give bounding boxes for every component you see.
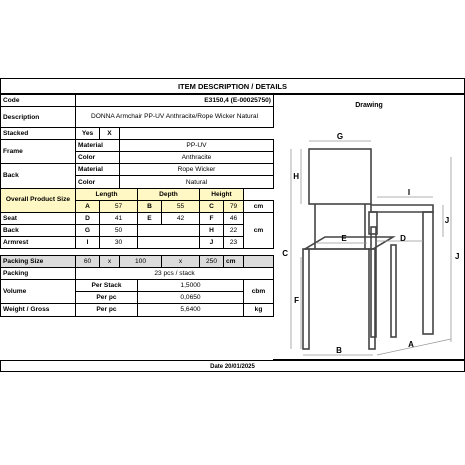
volume-unit: cbm [244, 280, 274, 304]
dim-a-value: 57 [100, 200, 138, 212]
dim-b-value: 55 [162, 200, 200, 212]
dim-d-letter: D [76, 212, 100, 224]
dim-f-letter: F [200, 212, 224, 224]
volume-per-pc-label: Per pc [76, 292, 138, 304]
overall-unit: cm [244, 200, 274, 212]
dim-c-value: 79 [224, 200, 244, 212]
packing-size-x1: x [100, 256, 120, 268]
spec-table [0, 94, 274, 317]
dim-e-letter: E [138, 212, 162, 224]
dim-e-value: 42 [162, 212, 200, 224]
dim-b-letter: B [138, 200, 162, 212]
dim-g-letter: G [76, 224, 100, 236]
packing-label: Packing [1, 268, 76, 280]
packing-size-x2: x [162, 256, 200, 268]
height-header: Height [200, 188, 244, 200]
stacked-label: Stacked [1, 128, 76, 140]
packing-size-v1: 60 [76, 256, 100, 268]
back-dims-row [1, 224, 274, 236]
seat-row [1, 212, 274, 224]
label-G: G [336, 132, 344, 141]
stacked-row [1, 128, 274, 140]
chair-outline [303, 149, 433, 349]
packing-value: 23 pcs / stack [76, 268, 274, 280]
label-C: C [282, 249, 288, 258]
armrest-row [1, 236, 274, 248]
volume-per-stack-label: Per Stack [76, 280, 138, 292]
frame-color-label: Color [76, 152, 120, 164]
back-dims-label: Back [1, 224, 76, 236]
back-material-value: Rope Wicker [120, 164, 274, 176]
weight-label: Weight / Gross [1, 304, 76, 316]
dim-j-value: 23 [224, 236, 244, 248]
frame-material-value: PP-UV [120, 140, 274, 152]
stacked-empty [120, 128, 274, 140]
dim-c-letter: C [200, 200, 224, 212]
back-material-row [1, 164, 274, 176]
overall-label: Overall Product Size [1, 188, 76, 212]
dim-h-value: 22 [224, 224, 244, 236]
description-value: DONNA Armchair PP-UV Anthracite/Rope Wicker Natural [76, 107, 274, 128]
code-row [1, 95, 274, 107]
dim-f-value: 46 [224, 212, 244, 224]
frame-material-label: Material [76, 140, 120, 152]
stacked-mark: X [100, 128, 120, 140]
packing-size-label: Packing Size [1, 256, 76, 268]
volume-stack-row [1, 280, 274, 292]
seat-label: Seat [1, 212, 76, 224]
weight-per-pc-value: 5,6400 [138, 304, 244, 316]
weight-per-pc-label: Per pc [76, 304, 138, 316]
label-B: B [336, 346, 342, 355]
back-color-value: Natural [120, 176, 274, 188]
dims-unit: cm [244, 212, 274, 248]
packing-size-unit: cm [224, 256, 244, 268]
volume-per-pc-value: 0,0650 [138, 292, 244, 304]
label-F: F [294, 296, 299, 305]
description-label: Description [1, 107, 76, 128]
label-H: H [293, 172, 299, 181]
back-material-label: Material [76, 164, 120, 176]
volume-per-stack-value: 1,5000 [138, 280, 244, 292]
description-row [1, 107, 274, 128]
weight-unit: kg [244, 304, 274, 316]
packing-size-v3: 250 [200, 256, 224, 268]
label-J: J [444, 216, 450, 225]
dim-g-value: 50 [100, 224, 138, 236]
label-D: D [400, 234, 406, 243]
dim-h-letter: H [200, 224, 224, 236]
drawing-title: Drawing [355, 102, 383, 109]
spec-sheet [0, 78, 465, 384]
weight-row [1, 304, 274, 316]
dim-a-letter: A [76, 200, 100, 212]
label-E: E [341, 234, 347, 243]
back-label: Back [1, 164, 76, 188]
code-label: Code [1, 95, 76, 107]
frame-color-value: Anthracite [120, 152, 274, 164]
chair-drawing [273, 117, 465, 361]
frame-label: Frame [1, 140, 76, 164]
volume-label: Volume [1, 280, 76, 304]
armrest-label: Armrest [1, 236, 76, 248]
packing-size-v2: 100 [120, 256, 162, 268]
spacer-row [1, 249, 274, 256]
dim-i-letter: I [76, 236, 100, 248]
sheet-title: ITEM DESCRIPTION / DETAILS [0, 78, 465, 94]
back-color-label: Color [76, 176, 120, 188]
frame-material-row [1, 140, 274, 152]
stacked-yes: Yes [76, 128, 100, 140]
date-footer: Date 20/01/2025 [0, 360, 465, 372]
overall-header-row [1, 188, 274, 200]
dim-i-value: 30 [100, 236, 138, 248]
length-header: Length [76, 188, 138, 200]
dim-j-letter: J [200, 236, 224, 248]
packing-size-row [1, 256, 274, 268]
label-J2: J [455, 252, 460, 261]
label-A: A [408, 340, 414, 349]
dim-d-value: 41 [100, 212, 138, 224]
code-value: E3150,4 (E-00025750) [76, 95, 274, 107]
label-I: I [407, 188, 411, 197]
packing-row [1, 268, 274, 280]
drawing-panel [273, 94, 465, 360]
depth-header: Depth [138, 188, 200, 200]
